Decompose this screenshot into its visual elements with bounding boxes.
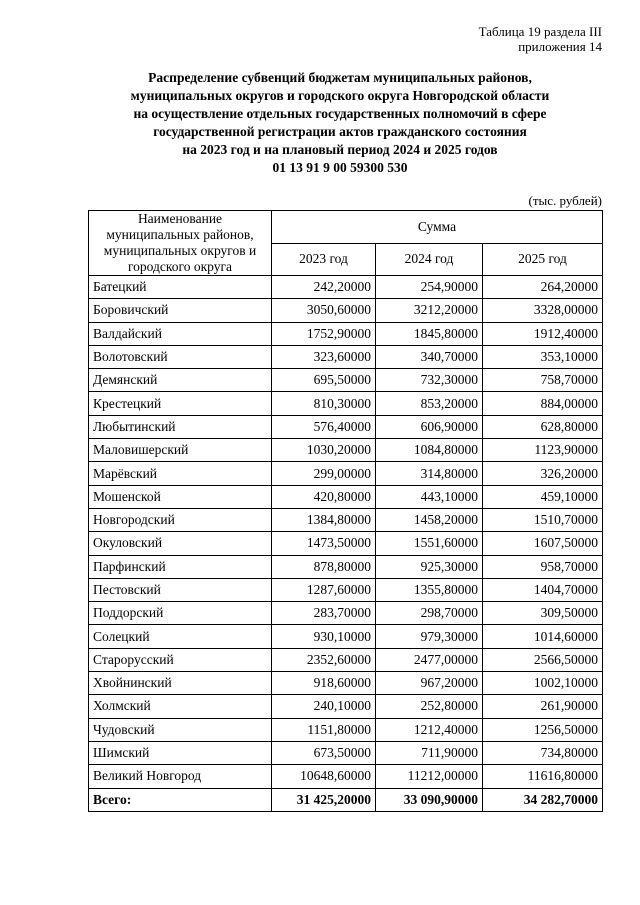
amount-2024: 254,90000 (376, 276, 483, 299)
year-header-2025: 2025 год (483, 243, 603, 276)
amount-2024: 711,90000 (376, 741, 483, 764)
amount-2023: 2352,60000 (272, 648, 376, 671)
amount-2025: 459,10000 (483, 485, 603, 508)
amount-2025: 353,10000 (483, 345, 603, 368)
table-row (89, 369, 603, 392)
district-name: Великий Новгород (89, 765, 272, 788)
amount-2025: 264,20000 (483, 276, 603, 299)
district-name: Маловишерский (89, 439, 272, 462)
table-row (89, 299, 603, 322)
amount-2025: 958,70000 (483, 555, 603, 578)
amount-2023: 1287,60000 (272, 578, 376, 601)
table-row (89, 392, 603, 415)
amount-2024: 925,30000 (376, 555, 483, 578)
amount-2025: 628,80000 (483, 415, 603, 438)
amount-2023: 299,00000 (272, 462, 376, 485)
amount-2025: 734,80000 (483, 741, 603, 764)
name-column-header: Наименование муниципальных районов, муниципальных округов и городского округа (89, 211, 272, 276)
amount-2025: 884,00000 (483, 392, 603, 415)
amount-2024: 1212,40000 (376, 718, 483, 741)
amount-2023: 10648,60000 (272, 765, 376, 788)
district-name: Боровичский (89, 299, 272, 322)
amount-2023: 1384,80000 (272, 508, 376, 531)
table-row (89, 695, 603, 718)
table-row (89, 345, 603, 368)
title-line: Распределение субвенций бюджетам муниципальных районов, (148, 70, 532, 85)
title-line: на осуществление отдельных государственных полномочий в сфере (133, 106, 547, 121)
district-name: Поддорский (89, 602, 272, 625)
district-name: Любытинский (89, 415, 272, 438)
amount-2023: 3050,60000 (272, 299, 376, 322)
amount-2023: 918,60000 (272, 672, 376, 695)
district-name: Демянский (89, 369, 272, 392)
amount-2024: 1845,80000 (376, 322, 483, 345)
table-row (89, 276, 603, 299)
amount-2024: 967,20000 (376, 672, 483, 695)
amount-2023: 240,10000 (272, 695, 376, 718)
amount-2024: 1458,20000 (376, 508, 483, 531)
table-row (89, 765, 603, 788)
table-row (89, 578, 603, 601)
table-row (89, 648, 603, 671)
table-row (89, 718, 603, 741)
table-row (89, 485, 603, 508)
table-reference-line1: Таблица 19 раздела III (478, 24, 602, 39)
total-row (89, 788, 603, 811)
district-name: Старорусский (89, 648, 272, 671)
district-name: Батецкий (89, 276, 272, 299)
sum-column-header: Сумма (272, 211, 603, 244)
district-name: Чудовский (89, 718, 272, 741)
table-row (89, 415, 603, 438)
year-header-2023: 2023 год (272, 243, 376, 276)
subvention-table (88, 210, 603, 812)
amount-2025: 326,20000 (483, 462, 603, 485)
amount-2025: 3328,00000 (483, 299, 603, 322)
amount-2024: 1551,60000 (376, 532, 483, 555)
amount-2023: 878,80000 (272, 555, 376, 578)
amount-2023: 695,50000 (272, 369, 376, 392)
amount-2025: 1510,70000 (483, 508, 603, 531)
table-row (89, 741, 603, 764)
table-reference-line2: приложения 14 (518, 39, 602, 54)
table-row (89, 322, 603, 345)
amount-2024: 732,30000 (376, 369, 483, 392)
amount-2024: 853,20000 (376, 392, 483, 415)
amount-2024: 1084,80000 (376, 439, 483, 462)
amount-2023: 1473,50000 (272, 532, 376, 555)
amount-2024: 979,30000 (376, 625, 483, 648)
amount-2025: 1123,90000 (483, 439, 603, 462)
district-name: Холмский (89, 695, 272, 718)
unit-label: (тыс. рублей) (528, 193, 602, 208)
amount-2025: 1404,70000 (483, 578, 603, 601)
amount-2023: 323,60000 (272, 345, 376, 368)
amount-2025: 34 282,70000 (483, 788, 603, 811)
table-row (89, 672, 603, 695)
amount-2025: 758,70000 (483, 369, 603, 392)
district-name: Хвойнинский (89, 672, 272, 695)
amount-2023: 1030,20000 (272, 439, 376, 462)
table-row (89, 439, 603, 462)
district-name: Волотовский (89, 345, 272, 368)
amount-2025: 2566,50000 (483, 648, 603, 671)
table-row (89, 555, 603, 578)
table-row (89, 532, 603, 555)
amount-2024: 252,80000 (376, 695, 483, 718)
amount-2025: 1014,60000 (483, 625, 603, 648)
amount-2023: 576,40000 (272, 415, 376, 438)
title-line: на 2023 год и на плановый период 2024 и 2025 годов (182, 142, 498, 157)
amount-2025: 1912,40000 (483, 322, 603, 345)
district-name: Марёвский (89, 462, 272, 485)
amount-2025: 1256,50000 (483, 718, 603, 741)
amount-2024: 2477,00000 (376, 648, 483, 671)
amount-2023: 1752,90000 (272, 322, 376, 345)
amount-2023: 930,10000 (272, 625, 376, 648)
amount-2025: 309,50000 (483, 602, 603, 625)
district-name: Пестовский (89, 578, 272, 601)
amount-2024: 11212,00000 (376, 765, 483, 788)
district-name: Парфинский (89, 555, 272, 578)
table-row (89, 602, 603, 625)
table-row (89, 462, 603, 485)
district-name: Новгородский (89, 508, 272, 531)
district-name: Валдайский (89, 322, 272, 345)
amount-2024: 606,90000 (376, 415, 483, 438)
amount-2023: 810,30000 (272, 392, 376, 415)
amount-2025: 1002,10000 (483, 672, 603, 695)
district-name: Шимский (89, 741, 272, 764)
amount-2025: 11616,80000 (483, 765, 603, 788)
table-row (89, 625, 603, 648)
total-label: Всего: (89, 788, 272, 811)
title-line: государственной регистрации актов гражданского состояния (153, 124, 527, 139)
table-reference (479, 24, 602, 54)
amount-2024: 314,80000 (376, 462, 483, 485)
amount-2024: 3212,20000 (376, 299, 483, 322)
amount-2023: 673,50000 (272, 741, 376, 764)
amount-2025: 261,90000 (483, 695, 603, 718)
title-line: муниципальных округов и городского округа Новгородской области (130, 88, 550, 103)
table-row (89, 508, 603, 531)
amount-2023: 242,20000 (272, 276, 376, 299)
year-header-2024: 2024 год (376, 243, 483, 276)
budget-classification-code: 01 13 91 9 00 59300 530 (272, 160, 408, 175)
amount-2024: 1355,80000 (376, 578, 483, 601)
amount-2024: 340,70000 (376, 345, 483, 368)
district-name: Мошенской (89, 485, 272, 508)
amount-2023: 31 425,20000 (272, 788, 376, 811)
amount-2024: 33 090,90000 (376, 788, 483, 811)
district-name: Окуловский (89, 532, 272, 555)
district-name: Солецкий (89, 625, 272, 648)
amount-2024: 298,70000 (376, 602, 483, 625)
amount-2023: 420,80000 (272, 485, 376, 508)
amount-2025: 1607,50000 (483, 532, 603, 555)
amount-2023: 283,70000 (272, 602, 376, 625)
district-name: Крестецкий (89, 392, 272, 415)
amount-2023: 1151,80000 (272, 718, 376, 741)
document-title (60, 69, 620, 177)
amount-2024: 443,10000 (376, 485, 483, 508)
